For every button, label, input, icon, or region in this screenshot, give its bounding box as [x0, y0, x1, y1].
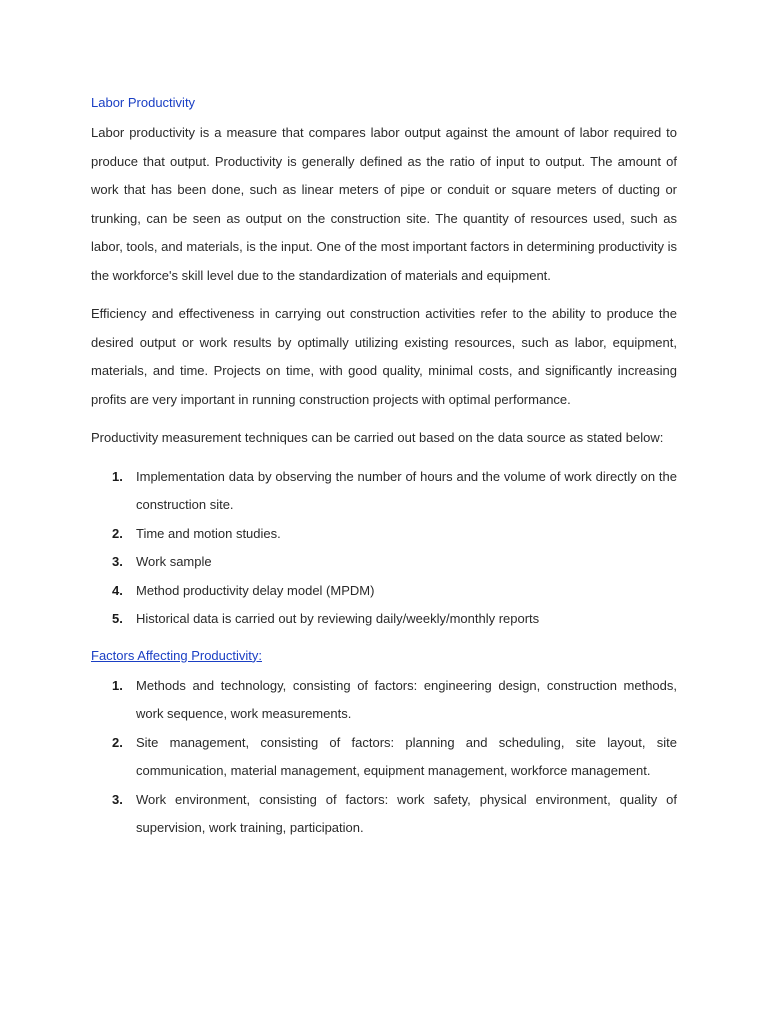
paragraph-efficiency: Efficiency and effectiveness in carrying out construction activities refer to the ability to produce the desired output or work results by optimally utilizing existing resources, such as labor, equipment, materials, and time. Projects on time, with good quality, minimal costs, and significantly increasing profits are very important in running construction projects with optimal performance.	[91, 306, 677, 407]
section-title-factors-affecting-productivity: Factors Affecting Productivity:	[91, 647, 262, 663]
list-item-number: 3.	[112, 554, 123, 569]
list-item-number: 4.	[112, 582, 123, 598]
list-item-text: Methods and technology, consisting of factors: engineering design, construction methods, work sequence, work measurements.	[136, 677, 677, 721]
paragraph-measurement-intro: Productivity measurement techniques can be carried out based on the data source as stated below:	[91, 430, 664, 445]
list-item-text: Time and motion studies.	[136, 525, 281, 541]
list-item-text: Historical data is carried out by reviewing daily/weekly/monthly reports	[136, 611, 540, 626]
factors-list	[91, 672, 677, 843]
list-item-text: Work sample	[136, 554, 212, 569]
list-item	[91, 786, 677, 843]
list-item-number: 1.	[112, 677, 123, 693]
paragraph-labor-definition: Labor productivity is a measure that compares labor output against the amount of labor required to produce that output. Productivity is generally defined as the ratio of input to output. The amount of work that has been done, such as linear meters of pipe or conduit or square meters of ducting or trunking, can be seen as output on the construction site. The quantity of resources used, such as labor, tools, and materials, is the input. One of the most important factors in determining productivity is the workforce's skill level due to the standardization of materials and equipment.	[91, 125, 678, 283]
list-item	[91, 577, 677, 606]
list-item-text: Method productivity delay model (MPDM)	[136, 582, 375, 598]
list-item-text: Site management, consisting of factors: planning and scheduling, site layout, site communication, material management, equipment management, workforce management.	[136, 734, 677, 778]
list-item-text: Work environment, consisting of factors: work safety, physical environment, quality of supervision, work training, participation.	[136, 791, 677, 835]
list-item	[91, 520, 677, 549]
list-item	[91, 605, 677, 634]
list-item-text: Implementation data by observing the number of hours and the volume of work directly on the construction site.	[136, 468, 677, 512]
list-item	[91, 548, 677, 577]
list-item-number: 3.	[112, 791, 123, 807]
list-item	[91, 672, 677, 729]
list-item-number: 2.	[112, 525, 123, 541]
list-item	[91, 729, 677, 786]
list-item-number: 5.	[112, 611, 123, 626]
list-item	[91, 463, 677, 520]
document-body	[91, 91, 677, 853]
measurement-techniques-list	[91, 463, 677, 634]
list-item-number: 1.	[112, 468, 123, 484]
section-title-labor-productivity: Labor Productivity	[91, 95, 196, 110]
list-item-number: 2.	[112, 734, 123, 750]
